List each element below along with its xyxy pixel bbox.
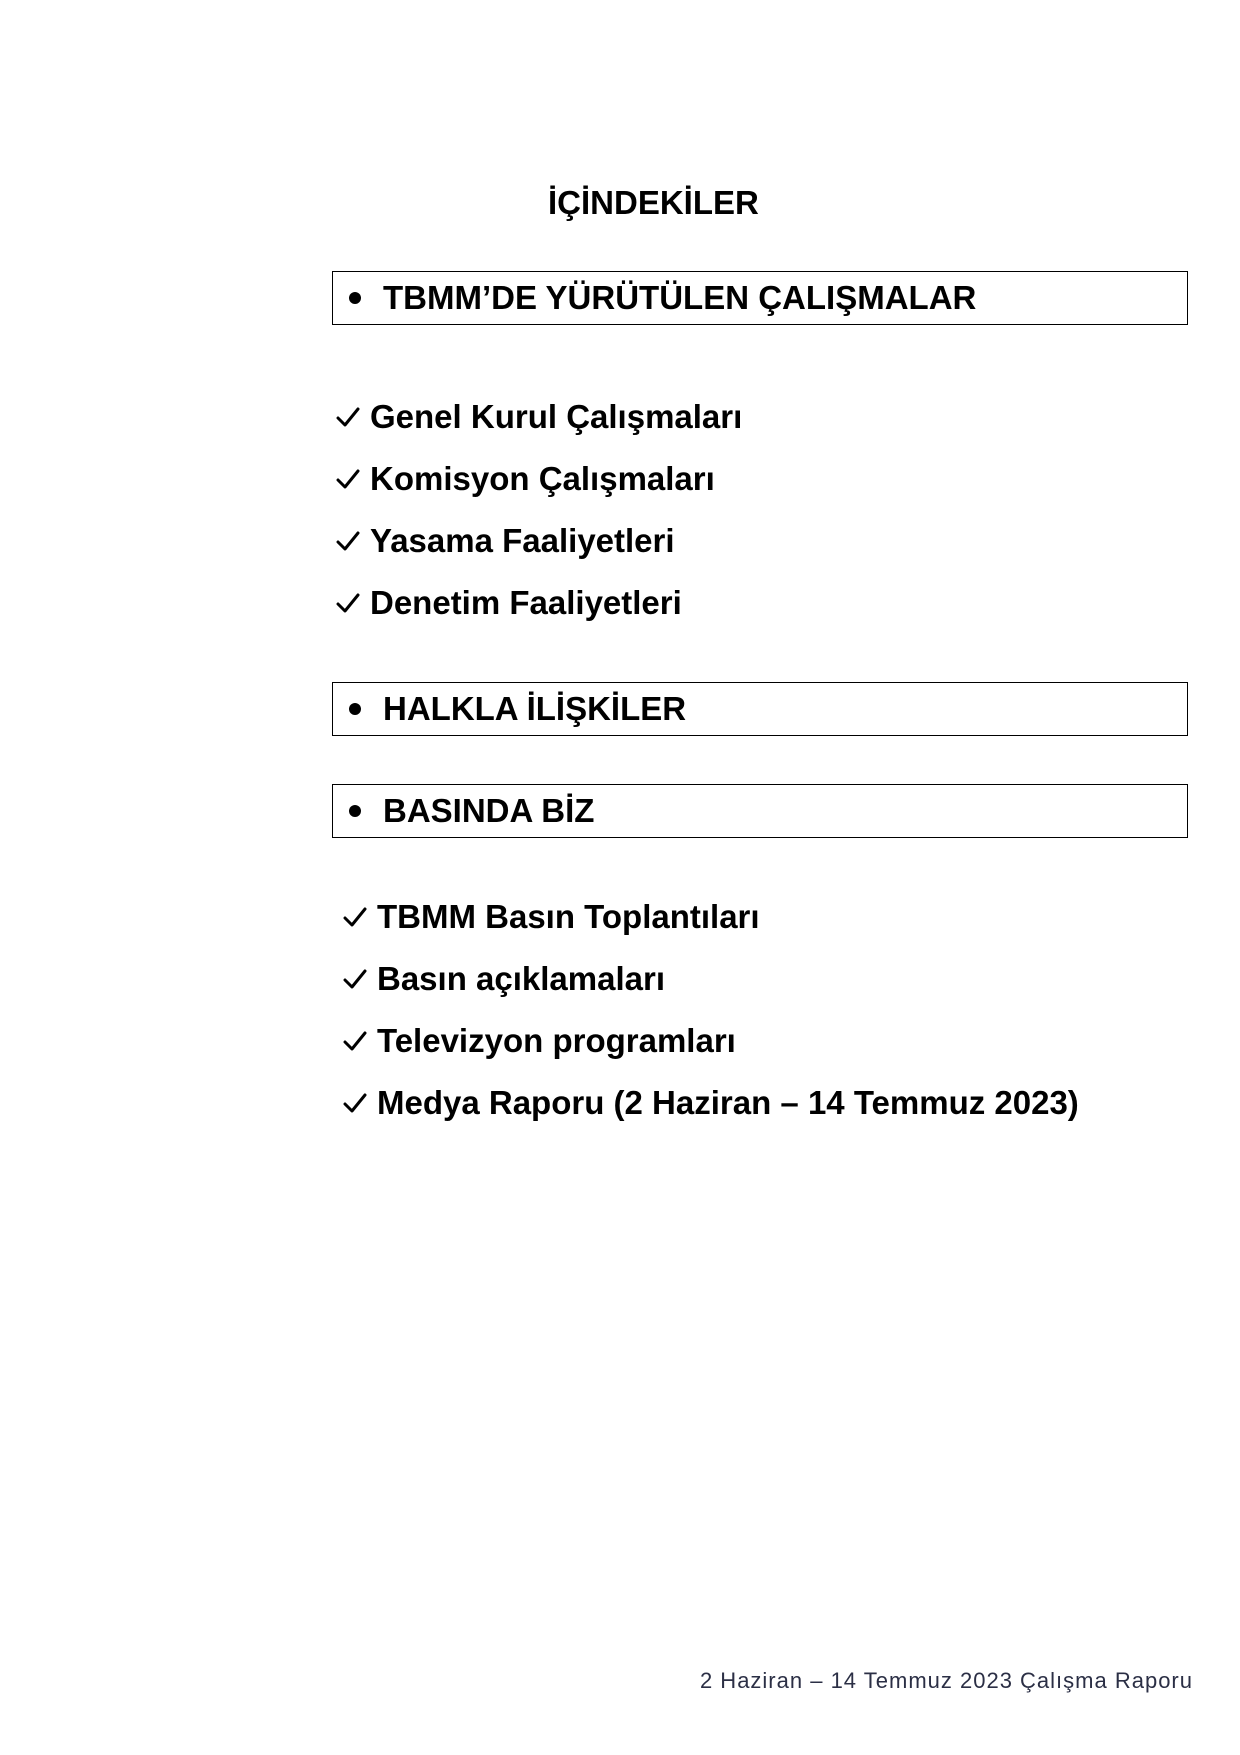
page-footer: 2 Haziran – 14 Temmuz 2023 Çalışma Raporu xyxy=(699,1668,1193,1693)
list-item xyxy=(336,386,742,448)
section-label: HALKLA İLİŞKİLER xyxy=(383,690,687,727)
list-item-label: Medya Raporu (2 Haziran – 14 Temmuz 2023) xyxy=(377,1084,1079,1121)
press-list xyxy=(343,886,1079,1134)
checkmark-icon xyxy=(343,1030,367,1052)
bullet-icon xyxy=(349,703,361,715)
page-title: İÇİNDEKİLER xyxy=(548,184,759,221)
list-item xyxy=(336,448,742,510)
section-label: BASINDA BİZ xyxy=(383,792,595,829)
list-item-label: Televizyon programları xyxy=(377,1022,736,1059)
checkmark-icon xyxy=(336,468,360,490)
checkmark-icon xyxy=(336,592,360,614)
list-item-label: Genel Kurul Çalışmaları xyxy=(370,398,743,435)
section-tbmm-works xyxy=(332,271,1188,325)
list-item xyxy=(343,1010,1079,1072)
list-item-label: Basın açıklamaları xyxy=(377,960,666,997)
checkmark-icon xyxy=(336,530,360,552)
list-item xyxy=(343,1072,1079,1134)
list-item-label: Komisyon Çalışmaları xyxy=(370,460,715,497)
list-item-label: TBMM Basın Toplantıları xyxy=(377,898,760,935)
checkmark-icon xyxy=(336,406,360,428)
list-item-label: Denetim Faaliyetleri xyxy=(370,584,682,621)
checkmark-icon xyxy=(343,968,367,990)
section-public-relations xyxy=(332,682,1188,736)
section-in-the-press xyxy=(332,784,1188,838)
list-item xyxy=(336,572,742,634)
tbmm-works-list xyxy=(336,386,742,634)
list-item xyxy=(343,948,1079,1010)
bullet-icon xyxy=(349,292,361,304)
list-item xyxy=(343,886,1079,948)
checkmark-icon xyxy=(343,1092,367,1114)
section-label: TBMM’DE YÜRÜTÜLEN ÇALIŞMALAR xyxy=(383,279,977,316)
list-item-label: Yasama Faaliyetleri xyxy=(370,522,675,559)
bullet-icon xyxy=(349,805,361,817)
checkmark-icon xyxy=(343,906,367,928)
list-item xyxy=(336,510,742,572)
